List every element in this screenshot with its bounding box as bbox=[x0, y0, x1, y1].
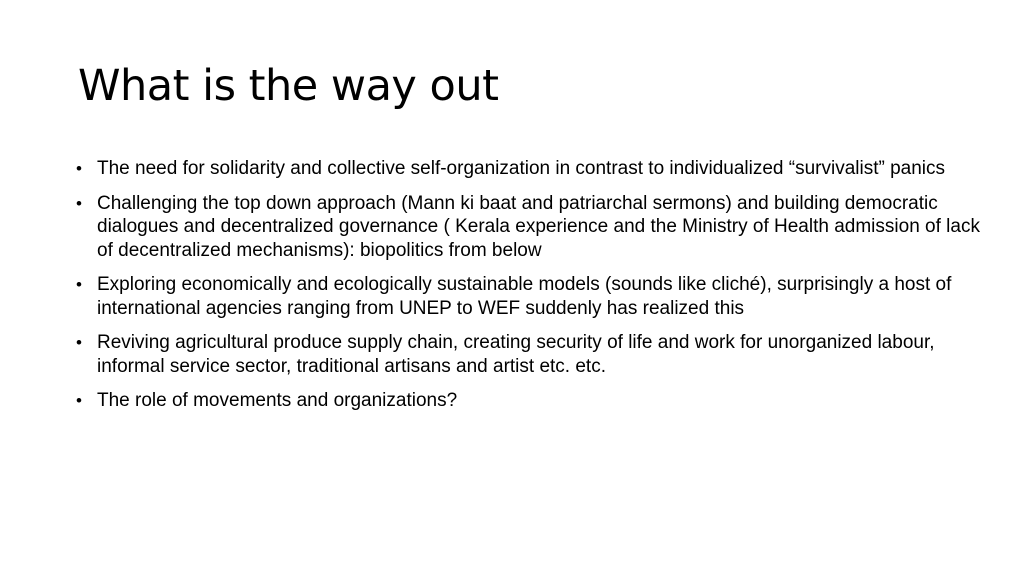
bullet-dot-icon: • bbox=[76, 193, 82, 213]
bullet-text: The need for solidarity and collective self-organization in contrast to individualized “survivalist” panics bbox=[97, 158, 946, 179]
bullet-item-movements bbox=[76, 389, 997, 413]
bullet-dot-icon: • bbox=[76, 391, 82, 410]
bullet-text: Reviving agricultural produce supply chain, creating security of life and work for unorganized labour, informal service sector, traditional artisans and artist etc. etc. bbox=[97, 332, 935, 377]
bullet-item-solidarity bbox=[76, 157, 997, 181]
bullet-item-supply-chain bbox=[76, 331, 997, 378]
bullet-dot-icon: • bbox=[76, 333, 82, 352]
bullet-dot-icon: • bbox=[76, 159, 82, 178]
slide-title: What is the way out bbox=[78, 61, 499, 111]
bullet-list bbox=[76, 157, 997, 424]
bullet-text: Challenging the top down approach (Mann ki baat and patriarchal sermons) and building democratic dialogues and decentralized governance ( Kerala experience and the Ministry of Health admission of lack of decentralized mechanisms): biopolitics from below bbox=[97, 192, 980, 261]
bullet-dot-icon: • bbox=[76, 275, 82, 294]
bullet-text: Exploring economically and ecologically sustainable models (sounds like cliché), surprisingly a host of international agencies ranging from UNEP to WEF suddenly has realized this bbox=[97, 274, 952, 319]
bullet-item-sustainable-models bbox=[76, 273, 997, 320]
bullet-item-top-down bbox=[76, 192, 997, 263]
bullet-text: The role of movements and organizations? bbox=[97, 390, 458, 411]
